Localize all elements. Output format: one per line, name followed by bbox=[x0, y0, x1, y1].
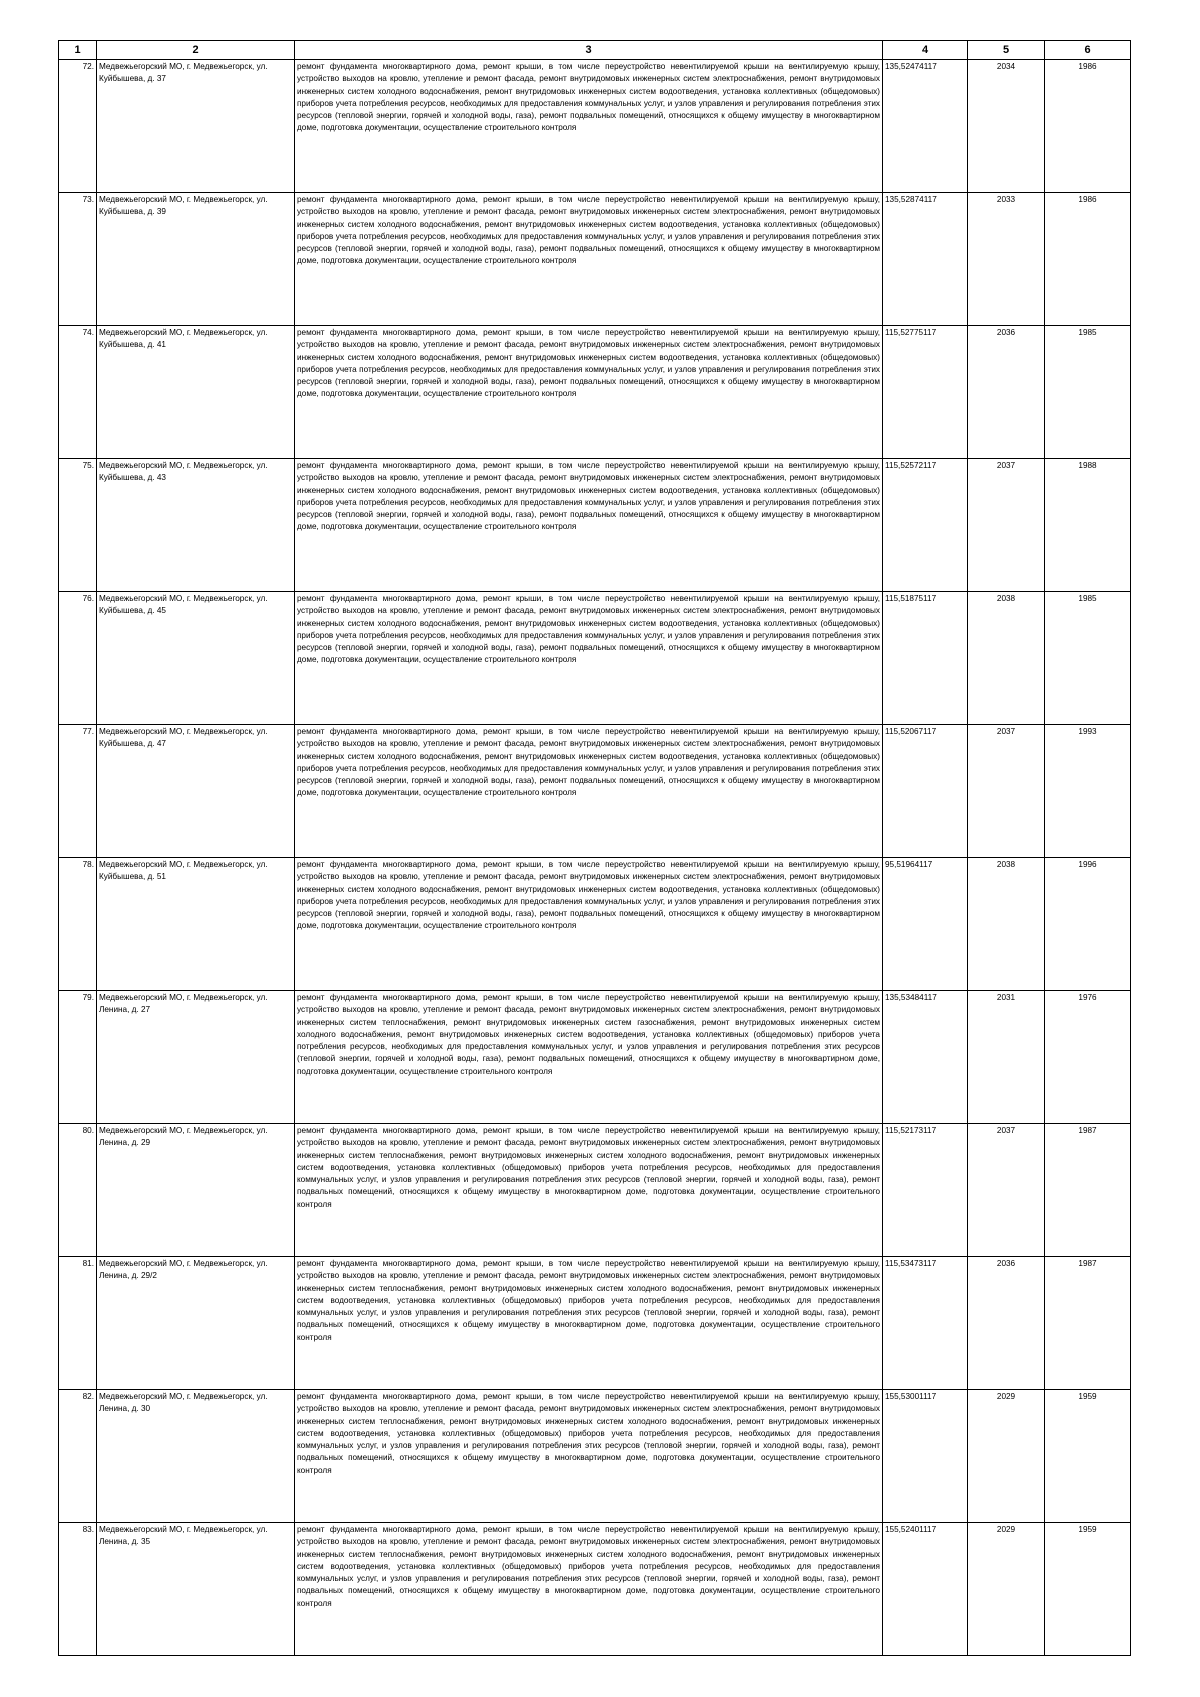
planned-year: 2036 bbox=[968, 326, 1045, 459]
house-address: Медвежьегорский МО, г. Медвежьегорск, ул. Куйбышева, д. 37 bbox=[97, 60, 295, 193]
build-year: 1959 bbox=[1045, 1390, 1131, 1523]
table-row bbox=[59, 1523, 1131, 1656]
row-number: 72. bbox=[59, 60, 97, 193]
repair-works: ремонт фундамента многоквартирного дома, ремонт крыши, в том числе переустройство невентилируемой крыши на вентилируемую крышу, устройство выходов на кровлю, утепление и ремонт фасада, ремонт внутридомовых инженерных систем электроснабжения, ремонт внутридомовых инженерных систем холодного водоснабжения, ремонт внутридомовых инженерных систем водоотведения, установка коллективных (общедомовых) приборов учета потребления ресурсов, необходимых для предоставления коммунальных услуг, и узлов управления и регулирования потребления этих ресурсов (тепловой энергии, горячей и холодной воды, газа), ремонт подвальных помещений, относящихся к общему имуществу в многоквартирном доме, подготовка документации, осуществление строительного контроля bbox=[295, 459, 883, 592]
build-year: 1986 bbox=[1045, 60, 1131, 193]
table-body bbox=[59, 60, 1131, 1656]
column-header-6: 6 bbox=[1045, 41, 1131, 60]
repair-works: ремонт фундамента многоквартирного дома, ремонт крыши, в том числе переустройство невентилируемой крыши на вентилируемую крышу, устройство выходов на кровлю, утепление и ремонт фасада, ремонт внутридомовых инженерных систем электроснабжения, ремонт внутридомовых инженерных систем холодного водоснабжения, ремонт внутридомовых инженерных систем водоотведения, установка коллективных (общедомовых) приборов учета потребления ресурсов, необходимых для предоставления коммунальных услуг, и узлов управления и регулирования потребления этих ресурсов (тепловой энергии, горячей и холодной воды, газа), ремонт подвальных помещений, относящихся к общему имуществу в многоквартирном доме, подготовка документации, осуществление строительного контроля bbox=[295, 858, 883, 991]
house-address: Медвежьегорский МО, г. Медвежьегорск, ул. Ленина, д. 35 bbox=[97, 1523, 295, 1656]
table-row bbox=[59, 858, 1131, 991]
planned-year: 2038 bbox=[968, 858, 1045, 991]
repair-works: ремонт фундамента многоквартирного дома, ремонт крыши, в том числе переустройство невентилируемой крыши на вентилируемую крышу, устройство выходов на кровлю, утепление и ремонт фасада, ремонт внутридомовых инженерных систем электроснабжения, ремонт внутридомовых инженерных систем теплоснабжения, ремонт внутридомовых инженерных систем холодного водоснабжения, ремонт внутридомовых инженерных систем водоотведения, установка коллективных (общедомовых) приборов учета потребления ресурсов, необходимых для предоставления коммунальных услуг, и узлов управления и регулирования потребления этих ресурсов (тепловой энергии, горячей и холодной воды, газа), ремонт подвальных помещений, относящихся к общему имуществу в многоквартирном доме, подготовка документации, осуществление строительного контроля bbox=[295, 1124, 883, 1257]
table-row bbox=[59, 991, 1131, 1124]
build-year: 1985 bbox=[1045, 326, 1131, 459]
header-row bbox=[59, 41, 1131, 60]
table-row bbox=[59, 592, 1131, 725]
build-year: 1959 bbox=[1045, 1523, 1131, 1656]
planned-year: 2037 bbox=[968, 725, 1045, 858]
build-year: 1986 bbox=[1045, 193, 1131, 326]
cost-value: 115,52572117 bbox=[883, 459, 968, 592]
cost-value: 115,52775117 bbox=[883, 326, 968, 459]
planned-year: 2037 bbox=[968, 1124, 1045, 1257]
repair-works: ремонт фундамента многоквартирного дома, ремонт крыши, в том числе переустройство невентилируемой крыши на вентилируемую крышу, устройство выходов на кровлю, утепление и ремонт фасада, ремонт внутридомовых инженерных систем электроснабжения, ремонт внутридомовых инженерных систем теплоснабжения, ремонт внутридомовых инженерных систем газоснабжения, ремонт внутридомовых инженерных систем холодного водоснабжения, ремонт внутридомовых инженерных систем водоотведения, установка коллективных (общедомовых) приборов учета потребления ресурсов, необходимых для предоставления коммунальных услуг, и узлов управления и регулирования потребления этих ресурсов (тепловой энергии, горячей и холодной воды, газа), ремонт подвальных помещений, относящихся к общему имуществу в многоквартирном доме, подготовка документации, осуществление строительного контроля bbox=[295, 991, 883, 1124]
house-address: Медвежьегорский МО, г. Медвежьегорск, ул. Ленина, д. 29 bbox=[97, 1124, 295, 1257]
table-header bbox=[59, 41, 1131, 60]
repair-works: ремонт фундамента многоквартирного дома, ремонт крыши, в том числе переустройство невентилируемой крыши на вентилируемую крышу, устройство выходов на кровлю, утепление и ремонт фасада, ремонт внутридомовых инженерных систем электроснабжения, ремонт внутридомовых инженерных систем холодного водоснабжения, ремонт внутридомовых инженерных систем водоотведения, установка коллективных (общедомовых) приборов учета потребления ресурсов, необходимых для предоставления коммунальных услуг, и узлов управления и регулирования потребления этих ресурсов (тепловой энергии, горячей и холодной воды, газа), ремонт подвальных помещений, относящихся к общему имуществу в многоквартирном доме, подготовка документации, осуществление строительного контроля bbox=[295, 326, 883, 459]
column-header-1: 1 bbox=[59, 41, 97, 60]
cost-value: 95,51964117 bbox=[883, 858, 968, 991]
cost-value: 155,52401117 bbox=[883, 1523, 968, 1656]
table-row bbox=[59, 1390, 1131, 1523]
cost-value: 115,52067117 bbox=[883, 725, 968, 858]
build-year: 1987 bbox=[1045, 1124, 1131, 1257]
planned-year: 2031 bbox=[968, 991, 1045, 1124]
planned-year: 2034 bbox=[968, 60, 1045, 193]
build-year: 1987 bbox=[1045, 1257, 1131, 1390]
house-address: Медвежьегорский МО, г. Медвежьегорск, ул. Куйбышева, д. 51 bbox=[97, 858, 295, 991]
row-number: 76. bbox=[59, 592, 97, 725]
repair-works: ремонт фундамента многоквартирного дома, ремонт крыши, в том числе переустройство невентилируемой крыши на вентилируемую крышу, устройство выходов на кровлю, утепление и ремонт фасада, ремонт внутридомовых инженерных систем электроснабжения, ремонт внутридомовых инженерных систем холодного водоснабжения, ремонт внутридомовых инженерных систем водоотведения, установка коллективных (общедомовых) приборов учета потребления ресурсов, необходимых для предоставления коммунальных услуг, и узлов управления и регулирования потребления этих ресурсов (тепловой энергии, горячей и холодной воды, газа), ремонт подвальных помещений, относящихся к общему имуществу в многоквартирном доме, подготовка документации, осуществление строительного контроля bbox=[295, 60, 883, 193]
house-address: Медвежьегорский МО, г. Медвежьегорск, ул. Ленина, д. 29/2 bbox=[97, 1257, 295, 1390]
planned-year: 2038 bbox=[968, 592, 1045, 725]
row-number: 73. bbox=[59, 193, 97, 326]
repair-works: ремонт фундамента многоквартирного дома, ремонт крыши, в том числе переустройство невентилируемой крыши на вентилируемую крышу, устройство выходов на кровлю, утепление и ремонт фасада, ремонт внутридомовых инженерных систем электроснабжения, ремонт внутридомовых инженерных систем теплоснабжения, ремонт внутридомовых инженерных систем холодного водоснабжения, ремонт внутридомовых инженерных систем водоотведения, установка коллективных (общедомовых) приборов учета потребления ресурсов, необходимых для предоставления коммунальных услуг, и узлов управления и регулирования потребления этих ресурсов (тепловой энергии, горячей и холодной воды, газа), ремонт подвальных помещений, относящихся к общему имуществу в многоквартирном доме, подготовка документации, осуществление строительного контроля bbox=[295, 1257, 883, 1390]
planned-year: 2037 bbox=[968, 459, 1045, 592]
cost-value: 115,52173117 bbox=[883, 1124, 968, 1257]
house-address: Медвежьегорский МО, г. Медвежьегорск, ул. Ленина, д. 30 bbox=[97, 1390, 295, 1523]
repair-works: ремонт фундамента многоквартирного дома, ремонт крыши, в том числе переустройство невентилируемой крыши на вентилируемую крышу, устройство выходов на кровлю, утепление и ремонт фасада, ремонт внутридомовых инженерных систем электроснабжения, ремонт внутридомовых инженерных систем холодного водоснабжения, ремонт внутридомовых инженерных систем водоотведения, установка коллективных (общедомовых) приборов учета потребления ресурсов, необходимых для предоставления коммунальных услуг, и узлов управления и регулирования потребления этих ресурсов (тепловой энергии, горячей и холодной воды, газа), ремонт подвальных помещений, относящихся к общему имуществу в многоквартирном доме, подготовка документации, осуществление строительного контроля bbox=[295, 193, 883, 326]
cost-value: 115,51875117 bbox=[883, 592, 968, 725]
cost-value: 135,52874117 bbox=[883, 193, 968, 326]
build-year: 1993 bbox=[1045, 725, 1131, 858]
row-number: 81. bbox=[59, 1257, 97, 1390]
table-row bbox=[59, 60, 1131, 193]
house-address: Медвежьегорский МО, г. Медвежьегорск, ул. Куйбышева, д. 47 bbox=[97, 725, 295, 858]
column-header-3: 3 bbox=[295, 41, 883, 60]
table-row bbox=[59, 725, 1131, 858]
table-row bbox=[59, 1124, 1131, 1257]
house-address: Медвежьегорский МО, г. Медвежьегорск, ул. Ленина, д. 27 bbox=[97, 991, 295, 1124]
table-row bbox=[59, 1257, 1131, 1390]
cost-value: 135,53484117 bbox=[883, 991, 968, 1124]
column-header-2: 2 bbox=[97, 41, 295, 60]
planned-year: 2029 bbox=[968, 1390, 1045, 1523]
table-row bbox=[59, 326, 1131, 459]
build-year: 1976 bbox=[1045, 991, 1131, 1124]
house-address: Медвежьегорский МО, г. Медвежьегорск, ул. Куйбышева, д. 43 bbox=[97, 459, 295, 592]
cost-value: 135,52474117 bbox=[883, 60, 968, 193]
house-address: Медвежьегорский МО, г. Медвежьегорск, ул. Куйбышева, д. 39 bbox=[97, 193, 295, 326]
build-year: 1996 bbox=[1045, 858, 1131, 991]
housing-repair-table bbox=[58, 40, 1131, 1656]
planned-year: 2036 bbox=[968, 1257, 1045, 1390]
house-address: Медвежьегорский МО, г. Медвежьегорск, ул. Куйбышева, д. 41 bbox=[97, 326, 295, 459]
cost-value: 155,53001117 bbox=[883, 1390, 968, 1523]
table-row bbox=[59, 459, 1131, 592]
repair-works: ремонт фундамента многоквартирного дома, ремонт крыши, в том числе переустройство невентилируемой крыши на вентилируемую крышу, устройство выходов на кровлю, утепление и ремонт фасада, ремонт внутридомовых инженерных систем электроснабжения, ремонт внутридомовых инженерных систем холодного водоснабжения, ремонт внутридомовых инженерных систем водоотведения, установка коллективных (общедомовых) приборов учета потребления ресурсов, необходимых для предоставления коммунальных услуг, и узлов управления и регулирования потребления этих ресурсов (тепловой энергии, горячей и холодной воды, газа), ремонт подвальных помещений, относящихся к общему имуществу в многоквартирном доме, подготовка документации, осуществление строительного контроля bbox=[295, 592, 883, 725]
row-number: 78. bbox=[59, 858, 97, 991]
column-header-4: 4 bbox=[883, 41, 968, 60]
table-row bbox=[59, 193, 1131, 326]
house-address: Медвежьегорский МО, г. Медвежьегорск, ул. Куйбышева, д. 45 bbox=[97, 592, 295, 725]
repair-works: ремонт фундамента многоквартирного дома, ремонт крыши, в том числе переустройство невентилируемой крыши на вентилируемую крышу, устройство выходов на кровлю, утепление и ремонт фасада, ремонт внутридомовых инженерных систем электроснабжения, ремонт внутридомовых инженерных систем теплоснабжения, ремонт внутридомовых инженерных систем холодного водоснабжения, ремонт внутридомовых инженерных систем водоотведения, установка коллективных (общедомовых) приборов учета потребления ресурсов, необходимых для предоставления коммунальных услуг, и узлов управления и регулирования потребления этих ресурсов (тепловой энергии, горячей и холодной воды, газа), ремонт подвальных помещений, относящихся к общему имуществу в многоквартирном доме, подготовка документации, осуществление строительного контроля bbox=[295, 1523, 883, 1656]
repair-works: ремонт фундамента многоквартирного дома, ремонт крыши, в том числе переустройство невентилируемой крыши на вентилируемую крышу, устройство выходов на кровлю, утепление и ремонт фасада, ремонт внутридомовых инженерных систем электроснабжения, ремонт внутридомовых инженерных систем холодного водоснабжения, ремонт внутридомовых инженерных систем водоотведения, установка коллективных (общедомовых) приборов учета потребления ресурсов, необходимых для предоставления коммунальных услуг, и узлов управления и регулирования потребления этих ресурсов (тепловой энергии, горячей и холодной воды, газа), ремонт подвальных помещений, относящихся к общему имуществу в многоквартирном доме, подготовка документации, осуществление строительного контроля bbox=[295, 725, 883, 858]
build-year: 1988 bbox=[1045, 459, 1131, 592]
cost-value: 115,53473117 bbox=[883, 1257, 968, 1390]
row-number: 75. bbox=[59, 459, 97, 592]
planned-year: 2033 bbox=[968, 193, 1045, 326]
row-number: 82. bbox=[59, 1390, 97, 1523]
row-number: 77. bbox=[59, 725, 97, 858]
planned-year: 2029 bbox=[968, 1523, 1045, 1656]
row-number: 79. bbox=[59, 991, 97, 1124]
repair-works: ремонт фундамента многоквартирного дома, ремонт крыши, в том числе переустройство невентилируемой крыши на вентилируемую крышу, устройство выходов на кровлю, утепление и ремонт фасада, ремонт внутридомовых инженерных систем электроснабжения, ремонт внутридомовых инженерных систем теплоснабжения, ремонт внутридомовых инженерных систем холодного водоснабжения, ремонт внутридомовых инженерных систем водоотведения, установка коллективных (общедомовых) приборов учета потребления ресурсов, необходимых для предоставления коммунальных услуг, и узлов управления и регулирования потребления этих ресурсов (тепловой энергии, горячей и холодной воды, газа), ремонт подвальных помещений, относящихся к общему имуществу в многоквартирном доме, подготовка документации, осуществление строительного контроля bbox=[295, 1390, 883, 1523]
row-number: 74. bbox=[59, 326, 97, 459]
row-number: 80. bbox=[59, 1124, 97, 1257]
build-year: 1985 bbox=[1045, 592, 1131, 725]
column-header-5: 5 bbox=[968, 41, 1045, 60]
row-number: 83. bbox=[59, 1523, 97, 1656]
